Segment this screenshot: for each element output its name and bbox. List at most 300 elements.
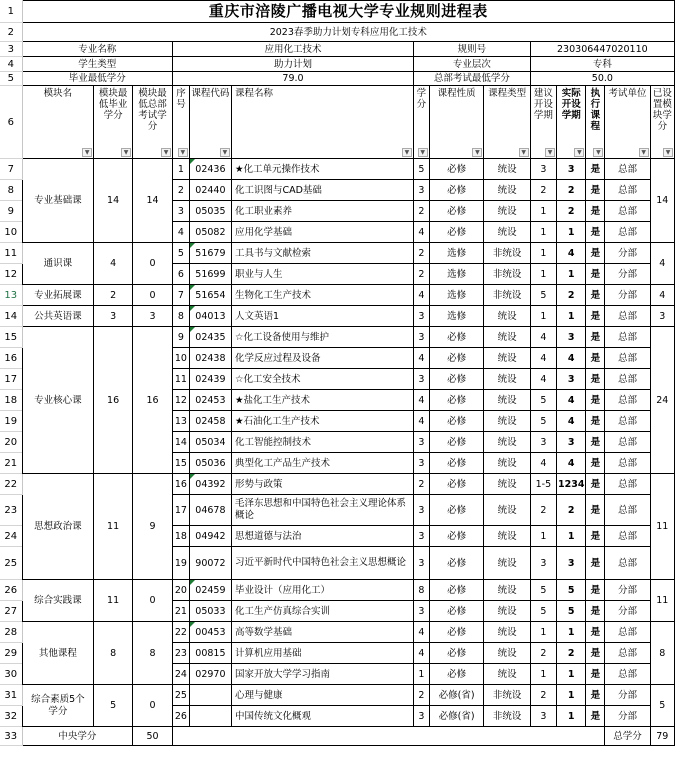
course-exec-cell[interactable]: 是: [586, 243, 605, 264]
course-seq-cell[interactable]: 2: [173, 180, 190, 201]
course-credit-cell[interactable]: 4: [413, 390, 429, 411]
row-number[interactable]: 31: [0, 685, 22, 706]
course-actual-cell[interactable]: 2: [557, 495, 586, 526]
course-type-cell[interactable]: 非统设: [484, 243, 530, 264]
header-nature[interactable]: [429, 86, 484, 159]
module-min-cell[interactable]: 4: [94, 243, 133, 285]
course-credit-cell[interactable]: 2: [413, 474, 429, 495]
course-nature-cell[interactable]: 必修: [429, 390, 484, 411]
course-credit-cell[interactable]: 3: [413, 547, 429, 580]
course-nature-cell[interactable]: 选修: [429, 243, 484, 264]
course-credit-cell[interactable]: 4: [413, 411, 429, 432]
module-hq-cell[interactable]: 3: [133, 306, 173, 327]
course-type-cell[interactable]: 统设: [484, 432, 530, 453]
course-credit-cell[interactable]: 5: [413, 159, 429, 180]
course-nature-cell[interactable]: 选修: [429, 306, 484, 327]
course-suggest-cell[interactable]: 1: [530, 306, 556, 327]
course-exec-cell[interactable]: 是: [586, 685, 605, 706]
course-type-cell[interactable]: 统设: [484, 547, 530, 580]
row-number[interactable]: 14: [0, 306, 22, 327]
course-nature-cell[interactable]: 选修: [429, 264, 484, 285]
course-suggest-cell[interactable]: 5: [530, 601, 556, 622]
course-exam-cell[interactable]: 分部: [605, 243, 650, 264]
min-credit-value[interactable]: 79.0: [173, 72, 414, 86]
course-nature-cell[interactable]: 必修: [429, 622, 484, 643]
course-nature-cell[interactable]: 必修: [429, 432, 484, 453]
row-number[interactable]: 4: [0, 57, 22, 72]
module-name-cell[interactable]: 综合素质5个学分: [22, 685, 94, 727]
course-nature-cell[interactable]: 必修: [429, 580, 484, 601]
central-credit-label[interactable]: 中央学分: [22, 727, 132, 746]
course-nature-cell[interactable]: 必修: [429, 664, 484, 685]
course-exam-cell[interactable]: 总部: [605, 306, 650, 327]
course-suggest-cell[interactable]: 4: [530, 327, 556, 348]
course-name-cell[interactable]: ★石油化工生产技术: [231, 411, 413, 432]
module-name-cell[interactable]: 公共英语课: [22, 306, 94, 327]
course-suggest-cell[interactable]: 3: [530, 547, 556, 580]
module-min-cell[interactable]: 16: [94, 327, 133, 474]
course-exam-cell[interactable]: 总部: [605, 327, 650, 348]
row-number[interactable]: 25: [0, 547, 22, 580]
course-seq-cell[interactable]: 25: [173, 685, 190, 706]
row-number[interactable]: 5: [0, 72, 22, 86]
module-set-cell[interactable]: 11: [650, 474, 674, 580]
course-exam-cell[interactable]: 总部: [605, 474, 650, 495]
course-type-cell[interactable]: 统设: [484, 526, 530, 547]
course-nature-cell[interactable]: 必修: [429, 453, 484, 474]
course-name-cell[interactable]: 化工生产仿真综合实训: [231, 601, 413, 622]
course-nature-cell[interactable]: 必修: [429, 159, 484, 180]
course-actual-cell[interactable]: 3: [557, 327, 586, 348]
course-code-cell[interactable]: 51654: [189, 285, 231, 306]
course-code-cell[interactable]: 02458: [189, 411, 231, 432]
course-exam-cell[interactable]: 总部: [605, 495, 650, 526]
student-type-value[interactable]: 助力计划: [173, 57, 414, 72]
course-actual-cell[interactable]: 1: [557, 622, 586, 643]
course-name-cell[interactable]: 典型化工产品生产技术: [231, 453, 413, 474]
course-nature-cell[interactable]: 必修: [429, 201, 484, 222]
course-code-cell[interactable]: 04013: [189, 306, 231, 327]
course-exec-cell[interactable]: 是: [586, 180, 605, 201]
course-exam-cell[interactable]: 总部: [605, 643, 650, 664]
course-credit-cell[interactable]: 3: [413, 526, 429, 547]
course-exam-cell[interactable]: 总部: [605, 432, 650, 453]
course-type-cell[interactable]: 统设: [484, 390, 530, 411]
course-credit-cell[interactable]: 4: [413, 348, 429, 369]
module-set-cell[interactable]: 14: [650, 159, 674, 243]
header-code[interactable]: [189, 86, 231, 159]
module-min-cell[interactable]: 5: [94, 685, 133, 727]
course-name-cell[interactable]: 人文英语1: [231, 306, 413, 327]
filter-dropdown-icon[interactable]: ▼: [402, 148, 412, 157]
course-exam-cell[interactable]: 总部: [605, 201, 650, 222]
course-actual-cell[interactable]: 4: [557, 390, 586, 411]
course-name-cell[interactable]: 毕业设计（应用化工）: [231, 580, 413, 601]
row-number[interactable]: 7: [0, 159, 22, 180]
course-credit-cell[interactable]: 4: [413, 622, 429, 643]
course-credit-cell[interactable]: 3: [413, 601, 429, 622]
course-credit-cell[interactable]: 3: [413, 706, 429, 727]
course-name-cell[interactable]: 计算机应用基础: [231, 643, 413, 664]
course-name-cell[interactable]: 职业与人生: [231, 264, 413, 285]
module-hq-cell[interactable]: 16: [133, 327, 173, 474]
course-code-cell[interactable]: 02453: [189, 390, 231, 411]
course-code-cell[interactable]: 02459: [189, 580, 231, 601]
module-set-cell[interactable]: 5: [650, 685, 674, 727]
course-name-cell[interactable]: 化工识图与CAD基础: [231, 180, 413, 201]
header-ctype[interactable]: [484, 86, 530, 159]
course-exam-cell[interactable]: 总部: [605, 348, 650, 369]
course-actual-cell[interactable]: 2: [557, 180, 586, 201]
module-set-cell[interactable]: 3: [650, 306, 674, 327]
course-exec-cell[interactable]: 是: [586, 547, 605, 580]
course-exec-cell[interactable]: 是: [586, 706, 605, 727]
module-name-cell[interactable]: 其他课程: [22, 622, 94, 685]
course-suggest-cell[interactable]: 5: [530, 390, 556, 411]
course-seq-cell[interactable]: 4: [173, 222, 190, 243]
course-nature-cell[interactable]: 必修: [429, 222, 484, 243]
course-seq-cell[interactable]: 23: [173, 643, 190, 664]
course-credit-cell[interactable]: 3: [413, 432, 429, 453]
course-actual-cell[interactable]: 4: [557, 411, 586, 432]
module-set-cell[interactable]: 11: [650, 580, 674, 622]
course-seq-cell[interactable]: 24: [173, 664, 190, 685]
course-seq-cell[interactable]: 1: [173, 159, 190, 180]
sheet-subtitle[interactable]: 2023春季助力计划专科应用化工技术: [22, 23, 674, 42]
course-nature-cell[interactable]: 必修: [429, 411, 484, 432]
course-code-cell[interactable]: 05035: [189, 201, 231, 222]
row-number[interactable]: 9: [0, 201, 22, 222]
row-number[interactable]: 23: [0, 495, 22, 526]
course-suggest-cell[interactable]: 2: [530, 180, 556, 201]
filter-dropdown-icon[interactable]: ▼: [418, 148, 428, 157]
row-number[interactable]: 32: [0, 706, 22, 727]
central-credit-value[interactable]: 50: [133, 727, 173, 746]
row-number[interactable]: 30: [0, 664, 22, 685]
header-name[interactable]: [231, 86, 413, 159]
course-type-cell[interactable]: 统设: [484, 348, 530, 369]
row-number[interactable]: 1: [0, 1, 22, 23]
row-number[interactable]: 18: [0, 390, 22, 411]
course-credit-cell[interactable]: 3: [413, 453, 429, 474]
row-number[interactable]: 3: [0, 42, 22, 57]
course-suggest-cell[interactable]: 1: [530, 622, 556, 643]
row-number[interactable]: 11: [0, 243, 22, 264]
course-exam-cell[interactable]: 总部: [605, 222, 650, 243]
course-nature-cell[interactable]: 必修(省): [429, 685, 484, 706]
course-actual-cell[interactable]: 4: [557, 243, 586, 264]
course-seq-cell[interactable]: 11: [173, 369, 190, 390]
course-nature-cell[interactable]: 必修: [429, 601, 484, 622]
course-type-cell[interactable]: 统设: [484, 222, 530, 243]
course-seq-cell[interactable]: 14: [173, 432, 190, 453]
course-credit-cell[interactable]: 8: [413, 580, 429, 601]
course-exam-cell[interactable]: 总部: [605, 390, 650, 411]
course-seq-cell[interactable]: 12: [173, 390, 190, 411]
filter-dropdown-icon[interactable]: ▼: [519, 148, 529, 157]
module-set-cell[interactable]: 8: [650, 622, 674, 685]
course-nature-cell[interactable]: 必修(省): [429, 706, 484, 727]
min-credit-label[interactable]: 毕业最低学分: [22, 72, 172, 86]
course-credit-cell[interactable]: 1: [413, 664, 429, 685]
course-credit-cell[interactable]: 4: [413, 643, 429, 664]
course-actual-cell[interactable]: 1: [557, 222, 586, 243]
hq-credit-label[interactable]: 总部考试最低学分: [413, 72, 530, 86]
course-seq-cell[interactable]: 18: [173, 526, 190, 547]
course-exam-cell[interactable]: 分部: [605, 264, 650, 285]
total-credit-label[interactable]: 总学分: [605, 727, 650, 746]
course-nature-cell[interactable]: 必修: [429, 369, 484, 390]
course-actual-cell[interactable]: 3: [557, 369, 586, 390]
course-type-cell[interactable]: 统设: [484, 495, 530, 526]
course-code-cell[interactable]: 51699: [189, 264, 231, 285]
course-exam-cell[interactable]: 总部: [605, 453, 650, 474]
course-type-cell[interactable]: 非统设: [484, 706, 530, 727]
course-suggest-cell[interactable]: 5: [530, 285, 556, 306]
footer-blank-cell[interactable]: [173, 727, 605, 746]
course-type-cell[interactable]: 统设: [484, 201, 530, 222]
filter-dropdown-icon[interactable]: ▼: [82, 148, 92, 157]
course-exec-cell[interactable]: 是: [586, 643, 605, 664]
course-exec-cell[interactable]: 是: [586, 580, 605, 601]
level-label[interactable]: 专业层次: [413, 57, 530, 72]
module-name-cell[interactable]: 思想政治课: [22, 474, 94, 580]
course-type-cell[interactable]: 非统设: [484, 285, 530, 306]
module-name-cell[interactable]: 专业核心课: [22, 327, 94, 474]
major-value[interactable]: 应用化工技术: [173, 42, 414, 57]
course-code-cell[interactable]: 05033: [189, 601, 231, 622]
course-type-cell[interactable]: 统设: [484, 474, 530, 495]
course-name-cell[interactable]: ☆化工设备使用与维护: [231, 327, 413, 348]
course-type-cell[interactable]: 统设: [484, 664, 530, 685]
course-exec-cell[interactable]: 是: [586, 369, 605, 390]
course-code-cell[interactable]: 02970: [189, 664, 231, 685]
course-code-cell[interactable]: 02438: [189, 348, 231, 369]
course-name-cell[interactable]: 化学反应过程及设备: [231, 348, 413, 369]
module-hq-cell[interactable]: 0: [133, 580, 173, 622]
row-number[interactable]: 22: [0, 474, 22, 495]
course-name-cell[interactable]: 生物化工生产技术: [231, 285, 413, 306]
course-suggest-cell[interactable]: 1-5: [530, 474, 556, 495]
row-number[interactable]: 2: [0, 23, 22, 42]
course-name-cell[interactable]: 中国传统文化概观: [231, 706, 413, 727]
course-code-cell[interactable]: 02435: [189, 327, 231, 348]
row-number[interactable]: 33: [0, 727, 22, 746]
course-code-cell[interactable]: 05082: [189, 222, 231, 243]
course-exec-cell[interactable]: 是: [586, 264, 605, 285]
course-actual-cell[interactable]: 1: [557, 264, 586, 285]
course-code-cell[interactable]: 05036: [189, 453, 231, 474]
module-set-cell[interactable]: 4: [650, 285, 674, 306]
course-nature-cell[interactable]: 必修: [429, 348, 484, 369]
filter-dropdown-icon[interactable]: ▼: [121, 148, 131, 157]
module-hq-cell[interactable]: 0: [133, 285, 173, 306]
course-suggest-cell[interactable]: 3: [530, 432, 556, 453]
row-number[interactable]: 21: [0, 453, 22, 474]
course-nature-cell[interactable]: 必修: [429, 474, 484, 495]
course-exec-cell[interactable]: 是: [586, 411, 605, 432]
course-credit-cell[interactable]: 3: [413, 306, 429, 327]
header-suggest[interactable]: [530, 86, 556, 159]
course-name-cell[interactable]: 习近平新时代中国特色社会主义思想概论: [231, 547, 413, 580]
course-nature-cell[interactable]: 必修: [429, 327, 484, 348]
student-type-label[interactable]: 学生类型: [22, 57, 172, 72]
course-name-cell[interactable]: ★化工单元操作技术: [231, 159, 413, 180]
course-exec-cell[interactable]: 是: [586, 201, 605, 222]
course-code-cell[interactable]: 02436: [189, 159, 231, 180]
module-set-cell[interactable]: 24: [650, 327, 674, 474]
course-seq-cell[interactable]: 17: [173, 495, 190, 526]
course-actual-cell[interactable]: 3: [557, 432, 586, 453]
course-seq-cell[interactable]: 10: [173, 348, 190, 369]
header-exam[interactable]: [605, 86, 650, 159]
row-number[interactable]: 15: [0, 327, 22, 348]
row-number[interactable]: 19: [0, 411, 22, 432]
course-seq-cell[interactable]: 9: [173, 327, 190, 348]
course-code-cell[interactable]: [189, 706, 231, 727]
course-type-cell[interactable]: 统设: [484, 306, 530, 327]
course-suggest-cell[interactable]: 3: [530, 706, 556, 727]
course-type-cell[interactable]: 非统设: [484, 685, 530, 706]
course-exam-cell[interactable]: 总部: [605, 369, 650, 390]
header-seq[interactable]: [173, 86, 190, 159]
course-type-cell[interactable]: 统设: [484, 411, 530, 432]
course-seq-cell[interactable]: 26: [173, 706, 190, 727]
course-exec-cell[interactable]: 是: [586, 306, 605, 327]
course-exec-cell[interactable]: 是: [586, 495, 605, 526]
course-nature-cell[interactable]: 必修: [429, 643, 484, 664]
course-suggest-cell[interactable]: 5: [530, 411, 556, 432]
course-actual-cell[interactable]: 3: [557, 159, 586, 180]
module-hq-cell[interactable]: 14: [133, 159, 173, 243]
course-exam-cell[interactable]: 总部: [605, 411, 650, 432]
course-credit-cell[interactable]: 3: [413, 495, 429, 526]
course-name-cell[interactable]: 心理与健康: [231, 685, 413, 706]
rule-label[interactable]: 规则号: [413, 42, 530, 57]
module-hq-cell[interactable]: 8: [133, 622, 173, 685]
course-exec-cell[interactable]: 是: [586, 432, 605, 453]
course-actual-cell[interactable]: 4: [557, 348, 586, 369]
row-number[interactable]: 29: [0, 643, 22, 664]
course-actual-cell[interactable]: 2: [557, 285, 586, 306]
course-suggest-cell[interactable]: 5: [530, 580, 556, 601]
course-actual-cell[interactable]: 5: [557, 580, 586, 601]
row-number[interactable]: 24: [0, 526, 22, 547]
course-seq-cell[interactable]: 7: [173, 285, 190, 306]
course-type-cell[interactable]: 统设: [484, 622, 530, 643]
course-exec-cell[interactable]: 是: [586, 348, 605, 369]
course-exec-cell[interactable]: 是: [586, 159, 605, 180]
course-name-cell[interactable]: ☆化工安全技术: [231, 369, 413, 390]
course-seq-cell[interactable]: 16: [173, 474, 190, 495]
module-hq-cell[interactable]: 0: [133, 685, 173, 727]
row-number[interactable]: 16: [0, 348, 22, 369]
course-code-cell[interactable]: 05034: [189, 432, 231, 453]
course-actual-cell[interactable]: 1: [557, 306, 586, 327]
course-actual-cell[interactable]: 1: [557, 664, 586, 685]
course-exec-cell[interactable]: 是: [586, 601, 605, 622]
course-seq-cell[interactable]: 20: [173, 580, 190, 601]
course-credit-cell[interactable]: 2: [413, 264, 429, 285]
course-type-cell[interactable]: 统设: [484, 159, 530, 180]
filter-dropdown-icon[interactable]: ▼: [220, 148, 230, 157]
course-credit-cell[interactable]: 4: [413, 285, 429, 306]
course-code-cell[interactable]: 00815: [189, 643, 231, 664]
row-number[interactable]: 13: [0, 285, 22, 306]
course-suggest-cell[interactable]: 1: [530, 264, 556, 285]
course-code-cell[interactable]: 51679: [189, 243, 231, 264]
course-type-cell[interactable]: 非统设: [484, 264, 530, 285]
filter-dropdown-icon[interactable]: ▼: [663, 148, 673, 157]
row-number[interactable]: 28: [0, 622, 22, 643]
course-suggest-cell[interactable]: 1: [530, 664, 556, 685]
course-name-cell[interactable]: 化工职业素养: [231, 201, 413, 222]
course-suggest-cell[interactable]: 4: [530, 369, 556, 390]
rule-value[interactable]: 230306447020110: [530, 42, 674, 57]
course-seq-cell[interactable]: 6: [173, 264, 190, 285]
course-seq-cell[interactable]: 5: [173, 243, 190, 264]
course-name-cell[interactable]: 高等数学基础: [231, 622, 413, 643]
header-actual[interactable]: [557, 86, 586, 159]
course-credit-cell[interactable]: 3: [413, 180, 429, 201]
course-actual-cell[interactable]: 2: [557, 201, 586, 222]
row-number[interactable]: 8: [0, 180, 22, 201]
course-credit-cell[interactable]: 3: [413, 369, 429, 390]
module-min-cell[interactable]: 8: [94, 622, 133, 685]
course-exec-cell[interactable]: 是: [586, 474, 605, 495]
course-type-cell[interactable]: 统设: [484, 643, 530, 664]
row-number[interactable]: 17: [0, 369, 22, 390]
course-exam-cell[interactable]: 总部: [605, 547, 650, 580]
course-seq-cell[interactable]: 3: [173, 201, 190, 222]
course-type-cell[interactable]: 统设: [484, 327, 530, 348]
course-exec-cell[interactable]: 是: [586, 327, 605, 348]
course-actual-cell[interactable]: 2: [557, 643, 586, 664]
course-seq-cell[interactable]: 13: [173, 411, 190, 432]
course-code-cell[interactable]: 02440: [189, 180, 231, 201]
course-code-cell[interactable]: 04678: [189, 495, 231, 526]
course-exec-cell[interactable]: 是: [586, 453, 605, 474]
course-suggest-cell[interactable]: 1: [530, 243, 556, 264]
module-name-cell[interactable]: 专业拓展课: [22, 285, 94, 306]
course-type-cell[interactable]: 统设: [484, 453, 530, 474]
course-name-cell[interactable]: 形势与政策: [231, 474, 413, 495]
header-module[interactable]: [22, 86, 94, 159]
header-set[interactable]: [650, 86, 674, 159]
course-type-cell[interactable]: 统设: [484, 580, 530, 601]
course-exec-cell[interactable]: 是: [586, 285, 605, 306]
course-type-cell[interactable]: 统设: [484, 369, 530, 390]
module-min-cell[interactable]: 2: [94, 285, 133, 306]
module-hq-cell[interactable]: 0: [133, 243, 173, 285]
course-suggest-cell[interactable]: 3: [530, 159, 556, 180]
course-code-cell[interactable]: 04392: [189, 474, 231, 495]
course-suggest-cell[interactable]: 1: [530, 201, 556, 222]
course-actual-cell[interactable]: 4: [557, 453, 586, 474]
course-seq-cell[interactable]: 15: [173, 453, 190, 474]
module-hq-cell[interactable]: 9: [133, 474, 173, 580]
module-name-cell[interactable]: 综合实践课: [22, 580, 94, 622]
course-seq-cell[interactable]: 22: [173, 622, 190, 643]
filter-dropdown-icon[interactable]: ▼: [178, 148, 188, 157]
course-exec-cell[interactable]: 是: [586, 622, 605, 643]
course-suggest-cell[interactable]: 1: [530, 526, 556, 547]
course-nature-cell[interactable]: 必修: [429, 526, 484, 547]
course-nature-cell[interactable]: 必修: [429, 547, 484, 580]
course-exec-cell[interactable]: 是: [586, 526, 605, 547]
course-code-cell[interactable]: 90072: [189, 547, 231, 580]
module-min-cell[interactable]: 3: [94, 306, 133, 327]
